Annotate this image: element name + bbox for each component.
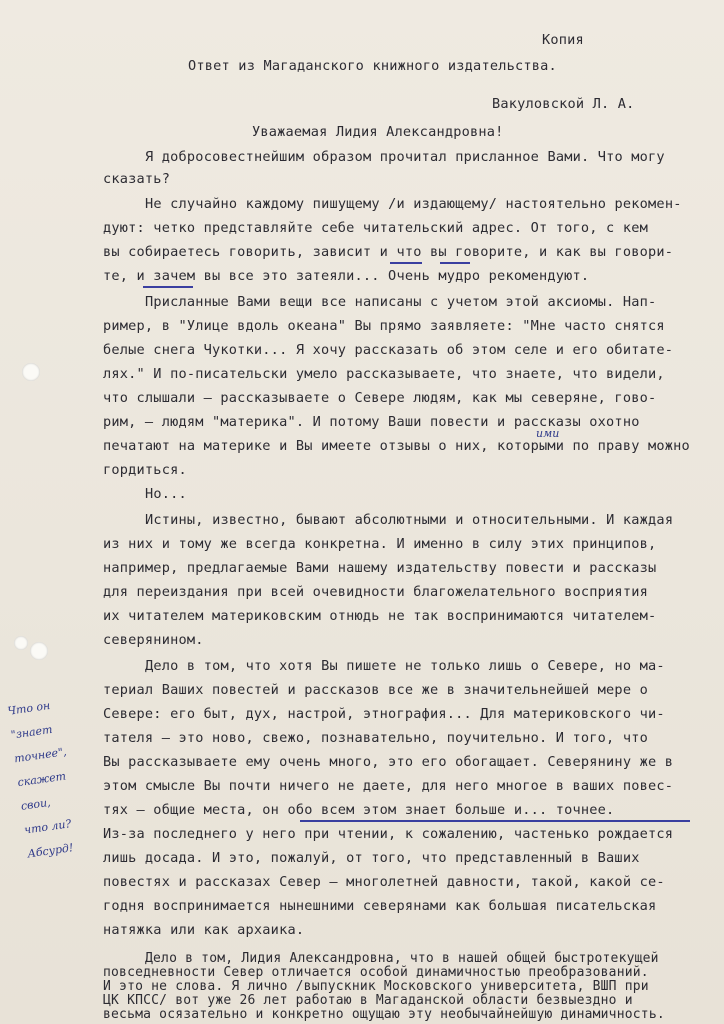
text-line: северянином.: [103, 632, 204, 648]
text-line: ример, в "Улице вдоль океана" Вы прямо заявляете: "Мне часто снятся: [103, 318, 665, 334]
ink-underline: [300, 820, 690, 822]
margin-note-line: точнее",: [13, 745, 68, 766]
text-line: повседневности Север отличается особой динамичностью преобразований.: [103, 965, 649, 980]
text-line: белые снега Чукотки... Я хочу рассказать об этом селе и его обитате-: [103, 342, 674, 358]
punch-hole: [22, 363, 40, 381]
ink-underline: [440, 262, 470, 264]
margin-note-line: свои,: [20, 795, 52, 813]
text-line: тателя — это ново, свежо, познавательно, поучительно. И того, что: [103, 730, 648, 746]
text-line: годня воспринимается нынешними северянами как большая писательская: [103, 898, 657, 914]
text-line: Я добросовестнейшим образом прочитал присланное Вами. Что могу: [145, 149, 665, 165]
text-line: Из-за последнего у него при чтении, к сожалению, частенько рождается: [103, 826, 674, 842]
text-line: Севере: его быт, дух, настрой, этнография... Для материковского чи-: [103, 706, 665, 722]
text-line: для переиздания при всей очевидности благожелательного восприятия: [103, 584, 648, 600]
punch-hole: [14, 636, 28, 650]
text-line: сказать?: [103, 171, 171, 187]
text-line: Не случайно каждому пишущему /и издающему/ настоятельно рекомен-: [145, 196, 682, 212]
text-line: Истины, известно, бывают абсолютными и относительными. И каждая: [145, 512, 674, 528]
margin-note-line: Абсурд!: [26, 841, 75, 861]
text-line: териал Ваших повестей и рассказов все же в значительнейшей мере о: [103, 682, 648, 698]
text-line: Но...: [145, 486, 187, 502]
text-line: из них и тому же всегда конкретна. И именно в силу этих принципов,: [103, 536, 657, 552]
text-line: повестях и рассказах Север — многолетней давности, такой, какой се-: [103, 874, 665, 890]
text-line: их читателем материковским отнюдь не так воспринимаются читателем-: [103, 608, 657, 624]
text-line: ЦК КПСС/ вот уже 26 лет работаю в Магаданской области безвыездно и: [103, 993, 633, 1008]
text-line: лях." И по-писательски умело рассказываете, что знаете, что видели,: [103, 366, 665, 382]
text-line: тях — общие места, он обо всем этом знает больше и... точнее.: [103, 802, 615, 818]
margin-note-line: что ли?: [23, 817, 73, 837]
document-title: Ответ из Магаданского книжного издательства.: [188, 58, 557, 74]
salutation: Уважаемая Лидия Александровна!: [252, 124, 504, 140]
text-line: лишь досада. И это, пожалуй, от того, что представленный в Ваших: [103, 850, 640, 866]
ink-underline: [143, 286, 193, 288]
text-line: вы собираетесь говорить, зависит и что вы говорите, и как вы говори-: [103, 244, 674, 260]
text-line: Дело в том, Лидия Александровна, что в нашей общей быстротекущей: [145, 951, 659, 966]
text-line: гордиться.: [103, 462, 187, 478]
inline-correction: ими: [536, 427, 560, 440]
text-line: Вы рассказываете ему очень много, это его обогащает. Северянину же в: [103, 754, 674, 770]
addressee: Вакуловской Л. А.: [492, 96, 635, 112]
text-line: что слышали — рассказываете о Севере людям, как мы северяне, гово-: [103, 390, 657, 406]
text-line: весьма осязательно и конкретно ощущаю эту необычайнейшую динамичность.: [103, 1007, 665, 1022]
punch-hole: [30, 642, 48, 660]
margin-note-line: Что он: [6, 698, 52, 718]
margin-note-line: "знает: [10, 722, 54, 742]
text-line: печатают на материке и Вы имеете отзывы о них, которыми по праву можно: [103, 438, 690, 454]
text-line: дуют: четко представляйте себе читательский адрес. От того, с кем: [103, 220, 648, 236]
ink-underline: [390, 262, 422, 264]
text-line: Дело в том, что хотя Вы пишете не только лишь о Севере, но ма-: [145, 658, 665, 674]
text-line: рим, — людям "материка". И потому Ваши повести и рассказы охотно: [103, 414, 640, 430]
margin-note-line: скажет: [16, 769, 67, 790]
text-line: те, и зачем вы все это затеяли... Очень мудро рекомендуют.: [103, 268, 590, 284]
text-line: этом смысле Вы почти ничего не даете, для него многое в ваших повес-: [103, 778, 674, 794]
text-line: натяжка или как архаика.: [103, 922, 305, 938]
text-line: Присланные Вами вещи все написаны с учетом этой аксиомы. Нап-: [145, 294, 657, 310]
text-line: например, предлагаемые Вами нашему издательству повести и рассказы: [103, 560, 657, 576]
copy-mark: Копия: [542, 32, 584, 48]
text-line: И это не слова. Я лично /выпускник Московского университета, ВШП при: [103, 979, 649, 994]
